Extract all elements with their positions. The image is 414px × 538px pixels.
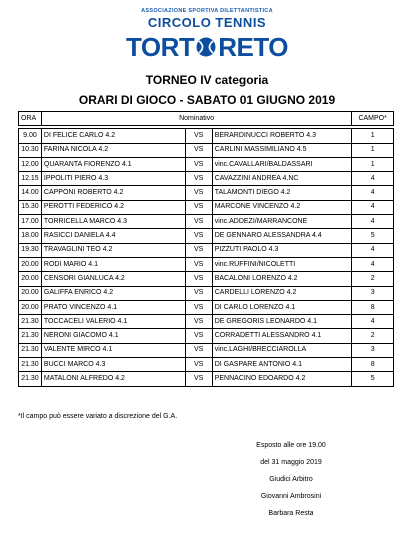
- court-number: 8: [352, 300, 394, 314]
- header-court: CAMPO*: [352, 112, 394, 126]
- table-row: [19, 157, 394, 171]
- player-2: vinc.ADDEZI/MARRANCONE: [212, 215, 352, 229]
- schedule-title: ORARI DI GIOCO - SABATO 01 GIUGNO 2019: [78, 93, 336, 107]
- player-1: TORRICELLA MARCO 4.3: [41, 215, 185, 229]
- tennis-ball-icon: [195, 36, 217, 58]
- player-2: PIZZUTI PAOLO 4.3: [212, 243, 352, 257]
- table-row: [19, 343, 394, 357]
- court-number: 5: [352, 229, 394, 243]
- court-number: 3: [352, 343, 394, 357]
- match-time: 20.00: [19, 257, 42, 271]
- player-2: CARDELLI LORENZO 4.2: [212, 286, 352, 300]
- schedule-table: [18, 111, 394, 387]
- player-2: DI GASPARE ANTONIO 4.1: [212, 358, 352, 372]
- match-time: 18.00: [19, 229, 42, 243]
- logo-text-left: TORT: [125, 31, 195, 62]
- court-number: 4: [352, 257, 394, 271]
- player-1: MATALONI ALFREDO 4.2: [41, 372, 185, 386]
- court-number: 1: [352, 157, 394, 171]
- court-number: 8: [352, 358, 394, 372]
- player-2: CAVAZZINI ANDREA 4.NC: [212, 172, 352, 186]
- court-number: 4: [352, 315, 394, 329]
- player-1: PEROTTI FEDERICO 4.2: [41, 200, 185, 214]
- club-header: [0, 8, 414, 63]
- player-1: IPPOLITI PIERO 4.3: [41, 172, 185, 186]
- versus-label: VS: [185, 343, 212, 357]
- player-2: CORRADETTI ALESSANDRO 4.1: [212, 329, 352, 343]
- match-time: 12.15: [19, 172, 42, 186]
- versus-label: VS: [185, 372, 212, 386]
- player-2: vinc.LAGHI/BRECCIAROLLA: [212, 343, 352, 357]
- versus-label: VS: [185, 157, 212, 171]
- logo-text-right: RETO: [218, 31, 289, 62]
- posted-time: Esposto alle ore 19.00: [256, 442, 326, 449]
- match-time: 21.30: [19, 343, 42, 357]
- player-1: GALIFFA ENRICO 4.2: [41, 286, 185, 300]
- table-row: [19, 143, 394, 157]
- player-2: vinc.CAVALLARI/BALDASSARI: [212, 157, 352, 171]
- player-2: vinc.RUFFINI/NICOLETTI: [212, 257, 352, 271]
- table-row: [19, 172, 394, 186]
- match-time: 21.30: [19, 329, 42, 343]
- court-number: 4: [352, 243, 394, 257]
- court-number: 4: [352, 215, 394, 229]
- match-time: 20.00: [19, 272, 42, 286]
- tournament-title: TORNEO IV categoria: [145, 73, 269, 87]
- club-name: CIRCOLO TENNIS: [147, 15, 267, 30]
- table-row: [19, 129, 394, 143]
- versus-label: VS: [185, 272, 212, 286]
- match-time: 12.00: [19, 157, 42, 171]
- table-row: [19, 329, 394, 343]
- posted-date: del 31 maggio 2019: [260, 459, 322, 466]
- table-row: [19, 372, 394, 386]
- player-2: CARLINI MASSIMILIANO 4.5: [212, 143, 352, 157]
- player-1: VALENTE MIRCO 4.1: [41, 343, 185, 357]
- match-time: 14.00: [19, 186, 42, 200]
- table-row: [19, 215, 394, 229]
- versus-label: VS: [185, 315, 212, 329]
- player-1: FARINA NICOLA 4.2: [41, 143, 185, 157]
- versus-label: VS: [185, 215, 212, 229]
- player-1: DI FELICE CARLO 4.2: [41, 129, 185, 143]
- player-2: DE GENNARO ALESSANDRA 4.4: [212, 229, 352, 243]
- player-1: NERONI GIACOMO 4.1: [41, 329, 185, 343]
- court-number: 1: [352, 129, 394, 143]
- table-header-row: [19, 112, 394, 126]
- court-number: 1: [352, 143, 394, 157]
- versus-label: VS: [185, 172, 212, 186]
- player-2: TALAMONTI DIEGO 4.2: [212, 186, 352, 200]
- versus-label: VS: [185, 329, 212, 343]
- match-time: 20.00: [19, 286, 42, 300]
- referees-label: Giudici Arbitro: [269, 476, 313, 483]
- match-time: 19.30: [19, 243, 42, 257]
- court-number: 4: [352, 200, 394, 214]
- table-row: [19, 286, 394, 300]
- player-1: QUARANTA FIORENZO 4.1: [41, 157, 185, 171]
- player-1: CENSORI GIANLUCA 4.2: [41, 272, 185, 286]
- posting-info: [226, 437, 356, 522]
- versus-label: VS: [185, 200, 212, 214]
- table-row: [19, 300, 394, 314]
- player-1: PRATO VINCENZO 4.1: [41, 300, 185, 314]
- player-2: BACALONI LORENZO 4.2: [212, 272, 352, 286]
- club-logo: [0, 31, 414, 63]
- header-players: Nominativo: [41, 112, 351, 126]
- player-1: RASICCI DANIELA 4.4: [41, 229, 185, 243]
- versus-label: VS: [185, 229, 212, 243]
- player-1: RODI MARIO 4.1: [41, 257, 185, 271]
- court-note: *Il campo può essere variato a discrezione del G.A.: [18, 413, 178, 420]
- versus-label: VS: [185, 358, 212, 372]
- court-number: 5: [352, 372, 394, 386]
- versus-label: VS: [185, 300, 212, 314]
- player-2: DI CARLO LORENZO 4.1: [212, 300, 352, 314]
- court-number: 3: [352, 286, 394, 300]
- player-1: TOCCACELI VALERIO 4.1: [41, 315, 185, 329]
- match-time: 9.00: [19, 129, 42, 143]
- header-time: ORA: [19, 112, 42, 126]
- court-number: 4: [352, 186, 394, 200]
- versus-label: VS: [185, 257, 212, 271]
- court-number: 2: [352, 272, 394, 286]
- court-number: 4: [352, 172, 394, 186]
- referee-name-2: Barbara Resta: [268, 510, 314, 517]
- player-2: PENNACINO EDOARDO 4.2: [212, 372, 352, 386]
- table-row: [19, 243, 394, 257]
- player-1: CAPPONI ROBERTO 4.2: [41, 186, 185, 200]
- versus-label: VS: [185, 286, 212, 300]
- match-time: 20.00: [19, 300, 42, 314]
- player-1: BUCCI MARCO 4.3: [41, 358, 185, 372]
- player-1: TRAVAGLINI TEO 4.2: [41, 243, 185, 257]
- table-row: [19, 358, 394, 372]
- table-row: [19, 257, 394, 271]
- versus-label: VS: [185, 186, 212, 200]
- match-time: 21.30: [19, 358, 42, 372]
- match-time: 17.00: [19, 215, 42, 229]
- table-row: [19, 315, 394, 329]
- player-2: BERARDINUCCI ROBERTO 4.3: [212, 129, 352, 143]
- versus-label: VS: [185, 243, 212, 257]
- player-2: MARCONE VINCENZO 4.2: [212, 200, 352, 214]
- court-number: 2: [352, 329, 394, 343]
- match-time: 21.30: [19, 372, 42, 386]
- versus-label: VS: [185, 129, 212, 143]
- match-time: 21.30: [19, 315, 42, 329]
- player-2: DE GREGORIS LEONARDO 4.1: [212, 315, 352, 329]
- referee-name-1: Giovanni Ambrosini: [260, 493, 322, 500]
- match-time: 15.30: [19, 200, 42, 214]
- table-row: [19, 272, 394, 286]
- table-row: [19, 186, 394, 200]
- versus-label: VS: [185, 143, 212, 157]
- match-time: 10.30: [19, 143, 42, 157]
- table-row: [19, 229, 394, 243]
- association-label: ASSOCIAZIONE SPORTIVA DILETTANTISTICA: [141, 8, 273, 14]
- table-row: [19, 200, 394, 214]
